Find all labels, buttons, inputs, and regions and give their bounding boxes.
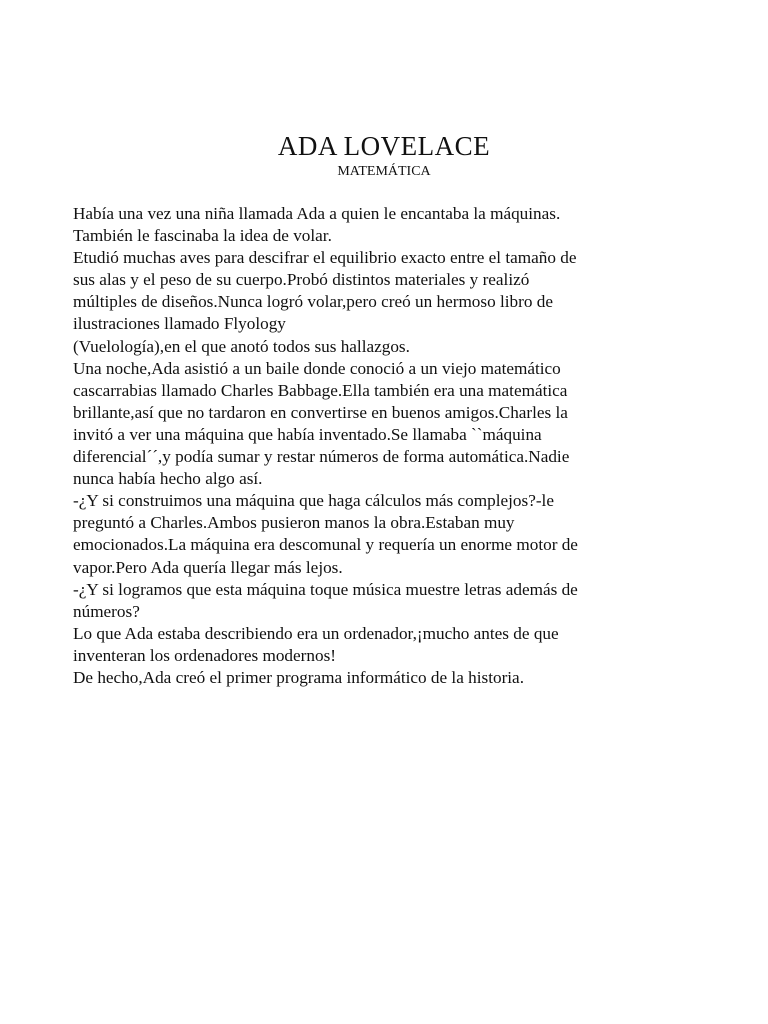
story-line: También le fascinaba la idea de volar. xyxy=(73,226,332,246)
story-line: diferencial´´,y podía sumar y restar números de forma automática.Nadie xyxy=(73,447,570,467)
story-line: Lo que Ada estaba describiendo era un ordenador,¡mucho antes de que xyxy=(73,623,559,643)
story-line: números? xyxy=(73,601,140,621)
story-line: invitó a ver una máquina que había inventado.Se llamaba ``máquina xyxy=(73,424,542,444)
story-line: cascarrabias llamado Charles Babbage.Ella también era una matemática xyxy=(73,380,568,400)
story-line: brillante,así que no tardaron en convertirse en buenos amigos.Charles la xyxy=(73,402,568,422)
story-line: emocionados.La máquina era descomunal y requería un enorme motor de xyxy=(73,535,578,555)
story-line: De hecho,Ada creó el primer programa informático de la historia. xyxy=(73,667,524,687)
story-line: múltiples de diseños.Nunca logró volar,pero creó un hermoso libro de xyxy=(73,292,553,312)
story-body xyxy=(73,203,713,689)
story-line: vapor.Pero Ada quería llegar más lejos. xyxy=(73,557,343,577)
story-line: Etudió muchas aves para descifrar el equilibrio exacto entre el tamaño de xyxy=(73,248,577,268)
story-line: nunca había hecho algo así. xyxy=(73,469,263,489)
story-line: -¿Y si construimos una máquina que haga cálculos más complejos?-le xyxy=(73,491,554,511)
story-line: preguntó a Charles.Ambos pusieron manos la obra.Estaban muy xyxy=(73,513,515,533)
story-line: sus alas y el peso de su cuerpo.Probó distintos materiales y realizó xyxy=(73,270,530,290)
document-subtitle: MATEMÁTICA xyxy=(337,164,431,179)
story-line: ilustraciones llamado Flyology xyxy=(73,314,286,334)
story-line: Había una vez una niña llamada Ada a quien le encantaba la máquinas. xyxy=(73,204,561,223)
story-line: -¿Y si logramos que esta máquina toque música muestre letras además de xyxy=(73,579,578,599)
story-line: inventeran los ordenadores modernos! xyxy=(73,645,336,665)
document-title: ADA LOVELACE xyxy=(277,131,491,161)
story-line: (Vuelología),en el que anotó todos sus hallazgos. xyxy=(73,336,410,356)
story-line: Una noche,Ada asistió a un baile donde conoció a un viejo matemático xyxy=(73,358,561,378)
